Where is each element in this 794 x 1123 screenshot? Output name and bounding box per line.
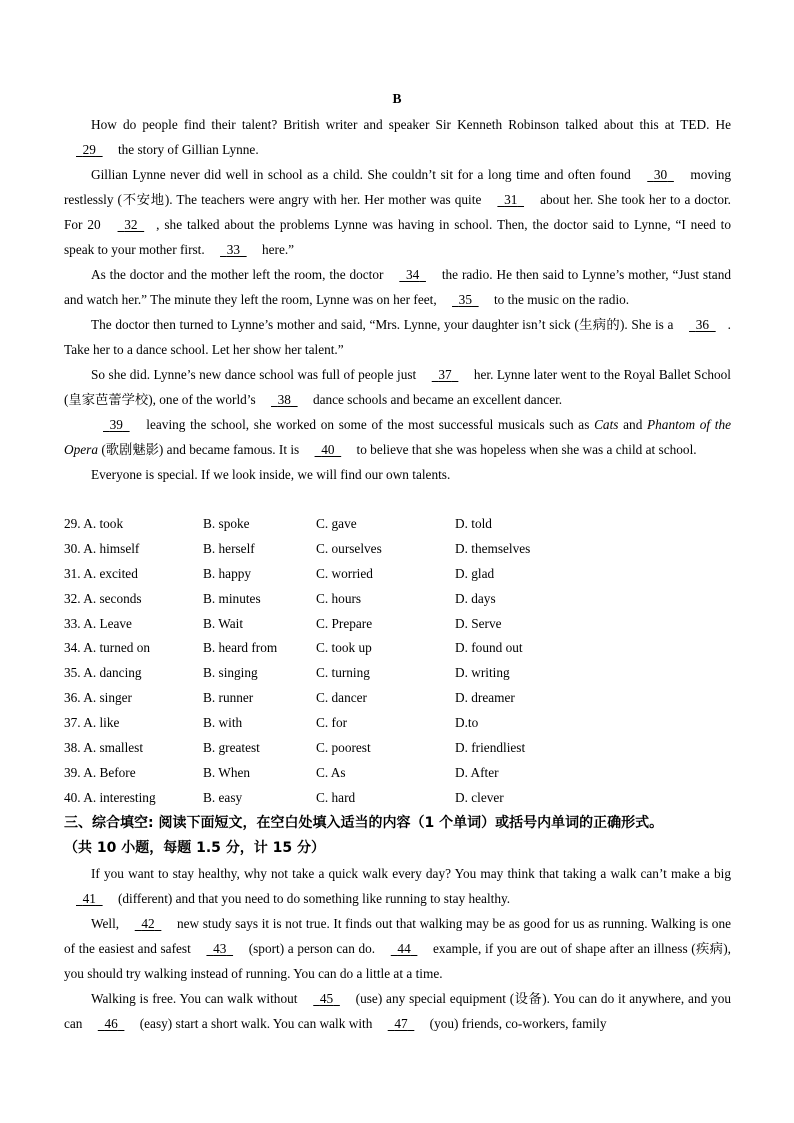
question-row [64,636,744,661]
option-b: B. easy [203,789,243,805]
blank-35: 35 [458,292,472,307]
question-row [64,537,744,562]
cloze-paragraph-3: Walking is free. You can walk without 45 (use) any special equipment (设备). You can do it anywhere, and you can 46 (easy) start a short walk. You can walk with 47 (you) friends, co-workers, family [64,986,731,1036]
option-d: D. After [455,764,499,780]
option-a: 32. A. seconds [64,590,142,606]
paragraph-4: The doctor then turned to Lynne’s mother and said, “Mrs. Lynne, your daughter isn’t sick (生病的). She is a 36 . Take her to a dance school. Let her show her talent.” [64,312,731,362]
option-a: 36. A. singer [64,690,132,706]
musical-title-phantom: Phantom of the Opera [64,417,731,457]
blank-36: 36 [695,317,710,332]
option-d: D. told [455,516,492,531]
paragraph-1: How do people find their talent? British writer and speaker Sir Kenneth Robinson talked about this at TED. He 29 the story of Gillian Lynne. [64,112,731,162]
paragraph-3: As the doctor and the mother left the room, the doctor 34 the radio. He then said to Lynne’s mother, “Just stand and watch her.” The minute they left the room, Lynne was on her feet, 35 to the music on the radio. [64,262,731,312]
question-row [64,686,744,711]
option-c: C. poorest [316,740,371,756]
question-row [64,736,744,761]
section-3-scoring: （共 10 小题，每题 1.5 分，计 15 分） [64,840,326,856]
option-a: 34. A. turned on [64,640,151,656]
blank-32: 32 [124,217,138,232]
option-c: C. hours [316,590,362,606]
question-row [64,711,744,736]
option-d: D. friendliest [455,740,526,756]
blank-33: 33 [226,242,240,257]
blank-31: 31 [504,192,518,207]
question-row [64,661,744,686]
blank-41: 41 [82,891,96,906]
paragraph-2: Gillian Lynne never did well in school as a child. She couldn’t sit for a long time and often found 30 moving restlessly (不安地). The teachers were angry with her. Her mother was quite 31 about her. She took her to a doctor. For 20 32 , she talked about the problems Lynne was having in school. Then, the doctor said to Lynne, “I need to speak to your mother first. 33 here.” [64,162,731,262]
option-d: D. found out [455,640,523,656]
option-b: B. herself [203,540,255,556]
option-c: C. dancer [316,690,367,706]
option-c: C. worried [316,565,373,581]
option-c: C. hard [316,789,356,805]
paragraph-7: Everyone is special. If we look inside, we will find our own talents. [91,467,451,482]
paragraph-6: 39 leaving the school, she worked on some of the most successful musicals such as Cats and Phantom of the Opera (歌剧魅影) and became famous. It is 40 to believe that she was hopeless when she was a child at school. [64,412,731,462]
option-b: B. heard from [203,640,278,656]
option-d: D. glad [455,565,495,581]
option-b: B. When [203,764,251,780]
option-a: 35. A. dancing [64,665,142,681]
option-a: 30. A. himself [64,540,140,556]
blank-29: 29 [82,142,96,157]
option-c: C. turning [316,665,370,681]
option-b: B. singing [203,665,258,681]
cloze-paragraph-1: If you want to stay healthy, why not take a quick walk every day? You may think that taking a walk can’t make a big 41 (different) and that you need to do something like running to stay healthy. [64,861,731,911]
blank-39: 39 [109,417,123,432]
blank-37: 37 [438,367,452,382]
blank-44: 44 [397,941,411,956]
option-c: C. As [316,764,346,780]
blank-38: 38 [277,392,291,407]
blank-40: 40 [321,442,335,457]
cloze-passage [64,861,731,1036]
option-c: C. ourselves [316,540,382,556]
option-a: 38. A. smallest [64,740,144,756]
option-b: B. happy [203,565,252,581]
option-a: 40. A. interesting [64,789,156,805]
option-d: D. clever [455,789,504,805]
option-a: 39. A. Before [64,764,136,780]
option-c: C. gave [316,516,357,531]
option-d: D. dreamer [455,690,515,706]
option-b: B. greatest [203,740,260,756]
option-b: B. minutes [203,590,261,606]
section-3-instructions [64,811,744,861]
option-d: D.to [455,715,479,731]
option-c: C. for [316,715,348,731]
question-row [64,786,744,811]
reading-passage-b [64,112,731,487]
option-c: C. took up [316,640,372,656]
blank-43: 43 [213,941,227,956]
blank-46: 46 [104,1016,118,1031]
option-b: B. with [203,715,243,731]
option-a: 37. A. like [64,715,120,731]
option-d: D. Serve [455,615,502,631]
option-a: 31. A. excited [64,565,138,581]
option-d: D. days [455,590,496,606]
question-row [64,761,744,786]
musical-title-cats: Cats [594,417,619,432]
blank-42: 42 [141,916,155,931]
question-row [64,587,744,612]
paragraph-5: So she did. Lynne’s new dance school was full of people just 37 her. Lynne later went to the Royal Ballet School (皇家芭蕾学校), one of the world’s 38 dance schools and became an excellent dancer. [64,362,731,412]
blank-45: 45 [319,991,334,1006]
option-b: B. runner [203,690,254,706]
section-heading: B [392,91,402,106]
question-row [64,612,744,637]
option-a: 29. A. took [64,516,124,531]
section-3-title: 三、综合填空: 阅读下面短文，在空白处填入适当的内容（1 个单词）或括号内单词的正确形式。 [64,815,664,831]
option-b: B. Wait [203,615,244,631]
option-c: C. Prepare [316,615,373,631]
option-d: D. writing [455,665,510,681]
question-row [64,512,744,537]
cloze-paragraph-2: Well, 42 new study says it is not true. It finds out that walking may be as good for us as running. Walking is one of the easiest and safest 43 (sport) a person can do. 44 example, if you are out of shape after an illness (疾病), you should try walking instead of running. You can do a little at a time. [64,911,731,986]
question-row [64,562,744,587]
blank-47: 47 [394,1016,408,1031]
option-b: B. spoke [203,516,250,531]
blank-34: 34 [405,267,420,282]
option-a: 33. A. Leave [64,615,132,631]
option-d: D. themselves [455,540,531,556]
answer-options [64,512,744,811]
blank-30: 30 [653,167,668,182]
